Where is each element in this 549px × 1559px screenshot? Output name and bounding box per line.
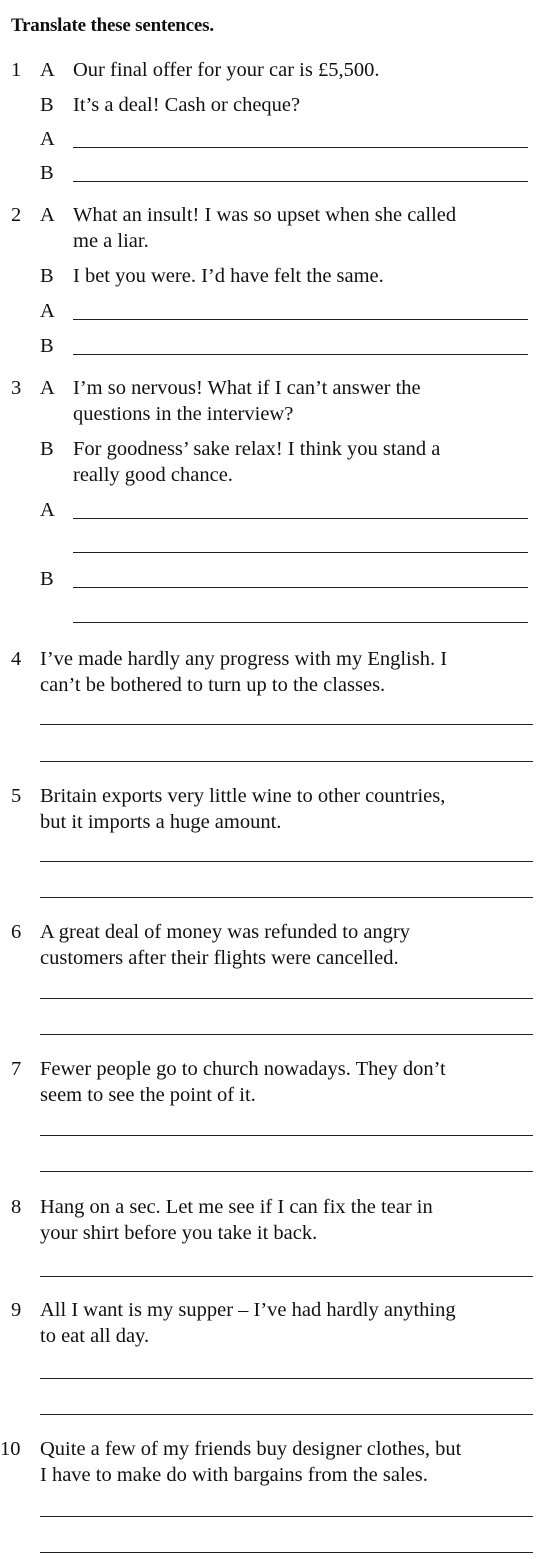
answer-line[interactable] [40, 761, 533, 762]
item-number: 5 [11, 785, 22, 807]
item-number: 10 [0, 1438, 21, 1460]
sentence-line: but it imports a huge amount. [40, 811, 282, 833]
answer-label: B [40, 335, 54, 357]
answer-line[interactable] [73, 354, 528, 355]
sentence-line: to eat all day. [40, 1325, 150, 1347]
sentence-line: your shirt before you take it back. [40, 1222, 318, 1244]
sentence-line: Our final offer for your car is £5,500. [73, 59, 380, 81]
worksheet-title: Translate these sentences. [11, 15, 214, 36]
answer-line[interactable] [40, 1552, 533, 1553]
sentence-line: Britain exports very little wine to other countries, [40, 785, 446, 807]
speaker-label: A [40, 59, 55, 81]
item-number: 3 [11, 377, 22, 399]
sentence-line: can’t be bothered to turn up to the classes. [40, 674, 386, 696]
sentence-line: It’s a deal! Cash or cheque? [73, 94, 301, 116]
answer-line[interactable] [40, 1276, 533, 1277]
sentence-line: All I want is my supper – I’ve had hardly anything [40, 1299, 456, 1321]
answer-line[interactable] [40, 724, 533, 725]
speaker-label: A [40, 377, 55, 399]
sentence-line: really good chance. [73, 464, 233, 486]
sentence-line: I’m so nervous! What if I can’t answer the [73, 377, 421, 399]
item-number: 4 [11, 648, 22, 670]
answer-line[interactable] [40, 1034, 533, 1035]
answer-line[interactable] [40, 1135, 533, 1136]
item-number: 9 [11, 1299, 22, 1321]
answer-line[interactable] [73, 552, 528, 553]
sentence-line: me a liar. [73, 230, 149, 252]
answer-label: B [40, 568, 54, 590]
sentence-line: questions in the interview? [73, 403, 294, 425]
answer-line[interactable] [40, 897, 533, 898]
sentence-line: I bet you were. I’d have felt the same. [73, 265, 384, 287]
answer-line[interactable] [40, 861, 533, 862]
answer-label: A [40, 499, 55, 521]
speaker-label: B [40, 94, 54, 116]
answer-line[interactable] [40, 998, 533, 999]
answer-line[interactable] [73, 319, 528, 320]
answer-line[interactable] [40, 1414, 533, 1415]
answer-label: B [40, 162, 54, 184]
answer-line[interactable] [73, 147, 528, 148]
item-number: 1 [11, 59, 22, 81]
answer-line[interactable] [40, 1516, 533, 1517]
sentence-line: Hang on a sec. Let me see if I can fix the tear in [40, 1196, 433, 1218]
answer-label: A [40, 300, 55, 322]
answer-line[interactable] [73, 622, 528, 623]
item-number: 2 [11, 204, 22, 226]
sentence-line: Fewer people go to church nowadays. They don’t [40, 1058, 446, 1080]
speaker-label: B [40, 438, 54, 460]
item-number: 8 [11, 1196, 22, 1218]
item-number: 7 [11, 1058, 22, 1080]
answer-line[interactable] [73, 587, 528, 588]
sentence-line: Quite a few of my friends buy designer clothes, but [40, 1438, 462, 1460]
answer-line[interactable] [40, 1171, 533, 1172]
sentence-line: What an insult! I was so upset when she called [73, 204, 457, 226]
sentence-line: A great deal of money was refunded to angry [40, 921, 411, 943]
sentence-line: I have to make do with bargains from the sales. [40, 1464, 428, 1486]
sentence-line: For goodness’ sake relax! I think you stand a [73, 438, 441, 460]
sentence-line: customers after their flights were cancelled. [40, 947, 399, 969]
sentence-line: I’ve made hardly any progress with my English. I [40, 648, 448, 670]
sentence-line: seem to see the point of it. [40, 1084, 256, 1106]
speaker-label: B [40, 265, 54, 287]
answer-label: A [40, 128, 55, 150]
answer-line[interactable] [73, 518, 528, 519]
speaker-label: A [40, 204, 55, 226]
answer-line[interactable] [73, 181, 528, 182]
item-number: 6 [11, 921, 22, 943]
answer-line[interactable] [40, 1378, 533, 1379]
